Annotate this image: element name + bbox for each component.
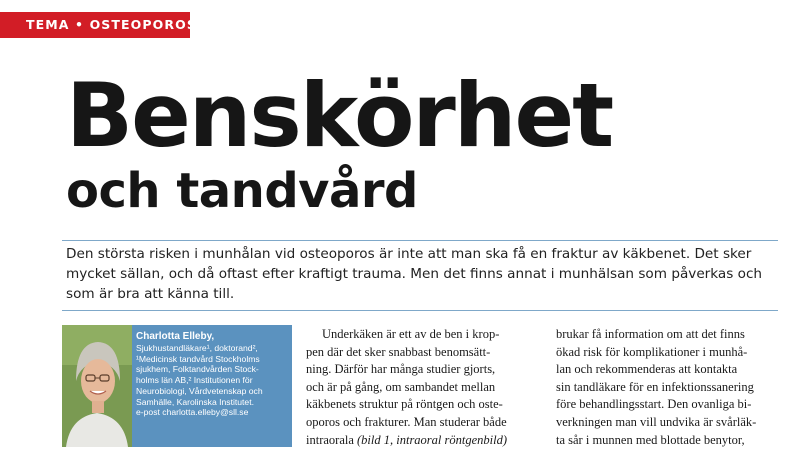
- body-line: Underkäken är ett av de ben i krop-: [322, 327, 500, 341]
- author-line: holms län AB,² Institutionen för: [136, 375, 253, 386]
- author-line: Samhälle, Karolinska Institutet.: [136, 396, 254, 407]
- author-info: [136, 331, 290, 418]
- body-column-2: [556, 326, 786, 449]
- author-line: ¹Medicinsk tandvård Stockholms: [136, 353, 260, 364]
- author-photo: [62, 325, 132, 447]
- body-line: brukar få information om att det finns: [556, 327, 745, 341]
- figure-reference: (bild 1, intraoral röntgenbild): [357, 432, 508, 447]
- body-column-1: [306, 326, 538, 449]
- body-line: [306, 432, 538, 449]
- body-line: lan och rekommenderas att kontakta: [556, 362, 738, 377]
- article-title: Benskörhet: [66, 64, 613, 167]
- author-name: Charlotta Elleby,: [136, 331, 215, 342]
- lead-paragraph: Den största risken i munhålan vid osteoporos är inte att man ska få en fraktur av käkbenet. Det sker mycket sällan, och då oftast efter kraftigt trauma. Men det finns annat i munhälsan som påverkas och som är bra att känna till.: [66, 246, 763, 302]
- author-line: Sjukhustandläkare¹, doktorand²,: [136, 343, 258, 353]
- author-email[interactable]: e-post charlotta.elleby@sll.se: [136, 407, 249, 418]
- body-line: oporos och frakturer. Man studerar både: [306, 414, 507, 429]
- body-line: sin tandläkare för en infektionssanering: [556, 379, 754, 394]
- body-line: käkbenets struktur på röntgen och oste-: [306, 397, 503, 412]
- body-line: verkningen man vill undvika är svårläk-: [556, 414, 757, 429]
- lead-top-divider: [62, 240, 778, 241]
- body-line: ning. Därför har många studier gjorts,: [306, 362, 496, 377]
- body-text: intraorala: [306, 432, 354, 447]
- lead-bottom-divider: [62, 310, 778, 311]
- body-line: före behandlingsstart. Den ovanliga bi-: [556, 397, 752, 412]
- body-line: ta sår i munnen med blottade benytor,: [556, 432, 745, 447]
- body-line: ökad risk för komplikationer i munhå-: [556, 344, 748, 359]
- author-line: Neurobiologi, Vårdvetenskap och: [136, 385, 263, 396]
- body-line: pen där det sker snabbast benomsätt-: [306, 344, 491, 359]
- author-box: [62, 325, 292, 447]
- body-line: och är på gång, om sambandet mellan: [306, 379, 496, 394]
- article-subtitle: och tandvård: [66, 163, 418, 219]
- author-line: sjukhem, Folktandvården Stock-: [136, 364, 259, 375]
- section-tag: TEMA • OSTEOPOROS: [0, 12, 190, 38]
